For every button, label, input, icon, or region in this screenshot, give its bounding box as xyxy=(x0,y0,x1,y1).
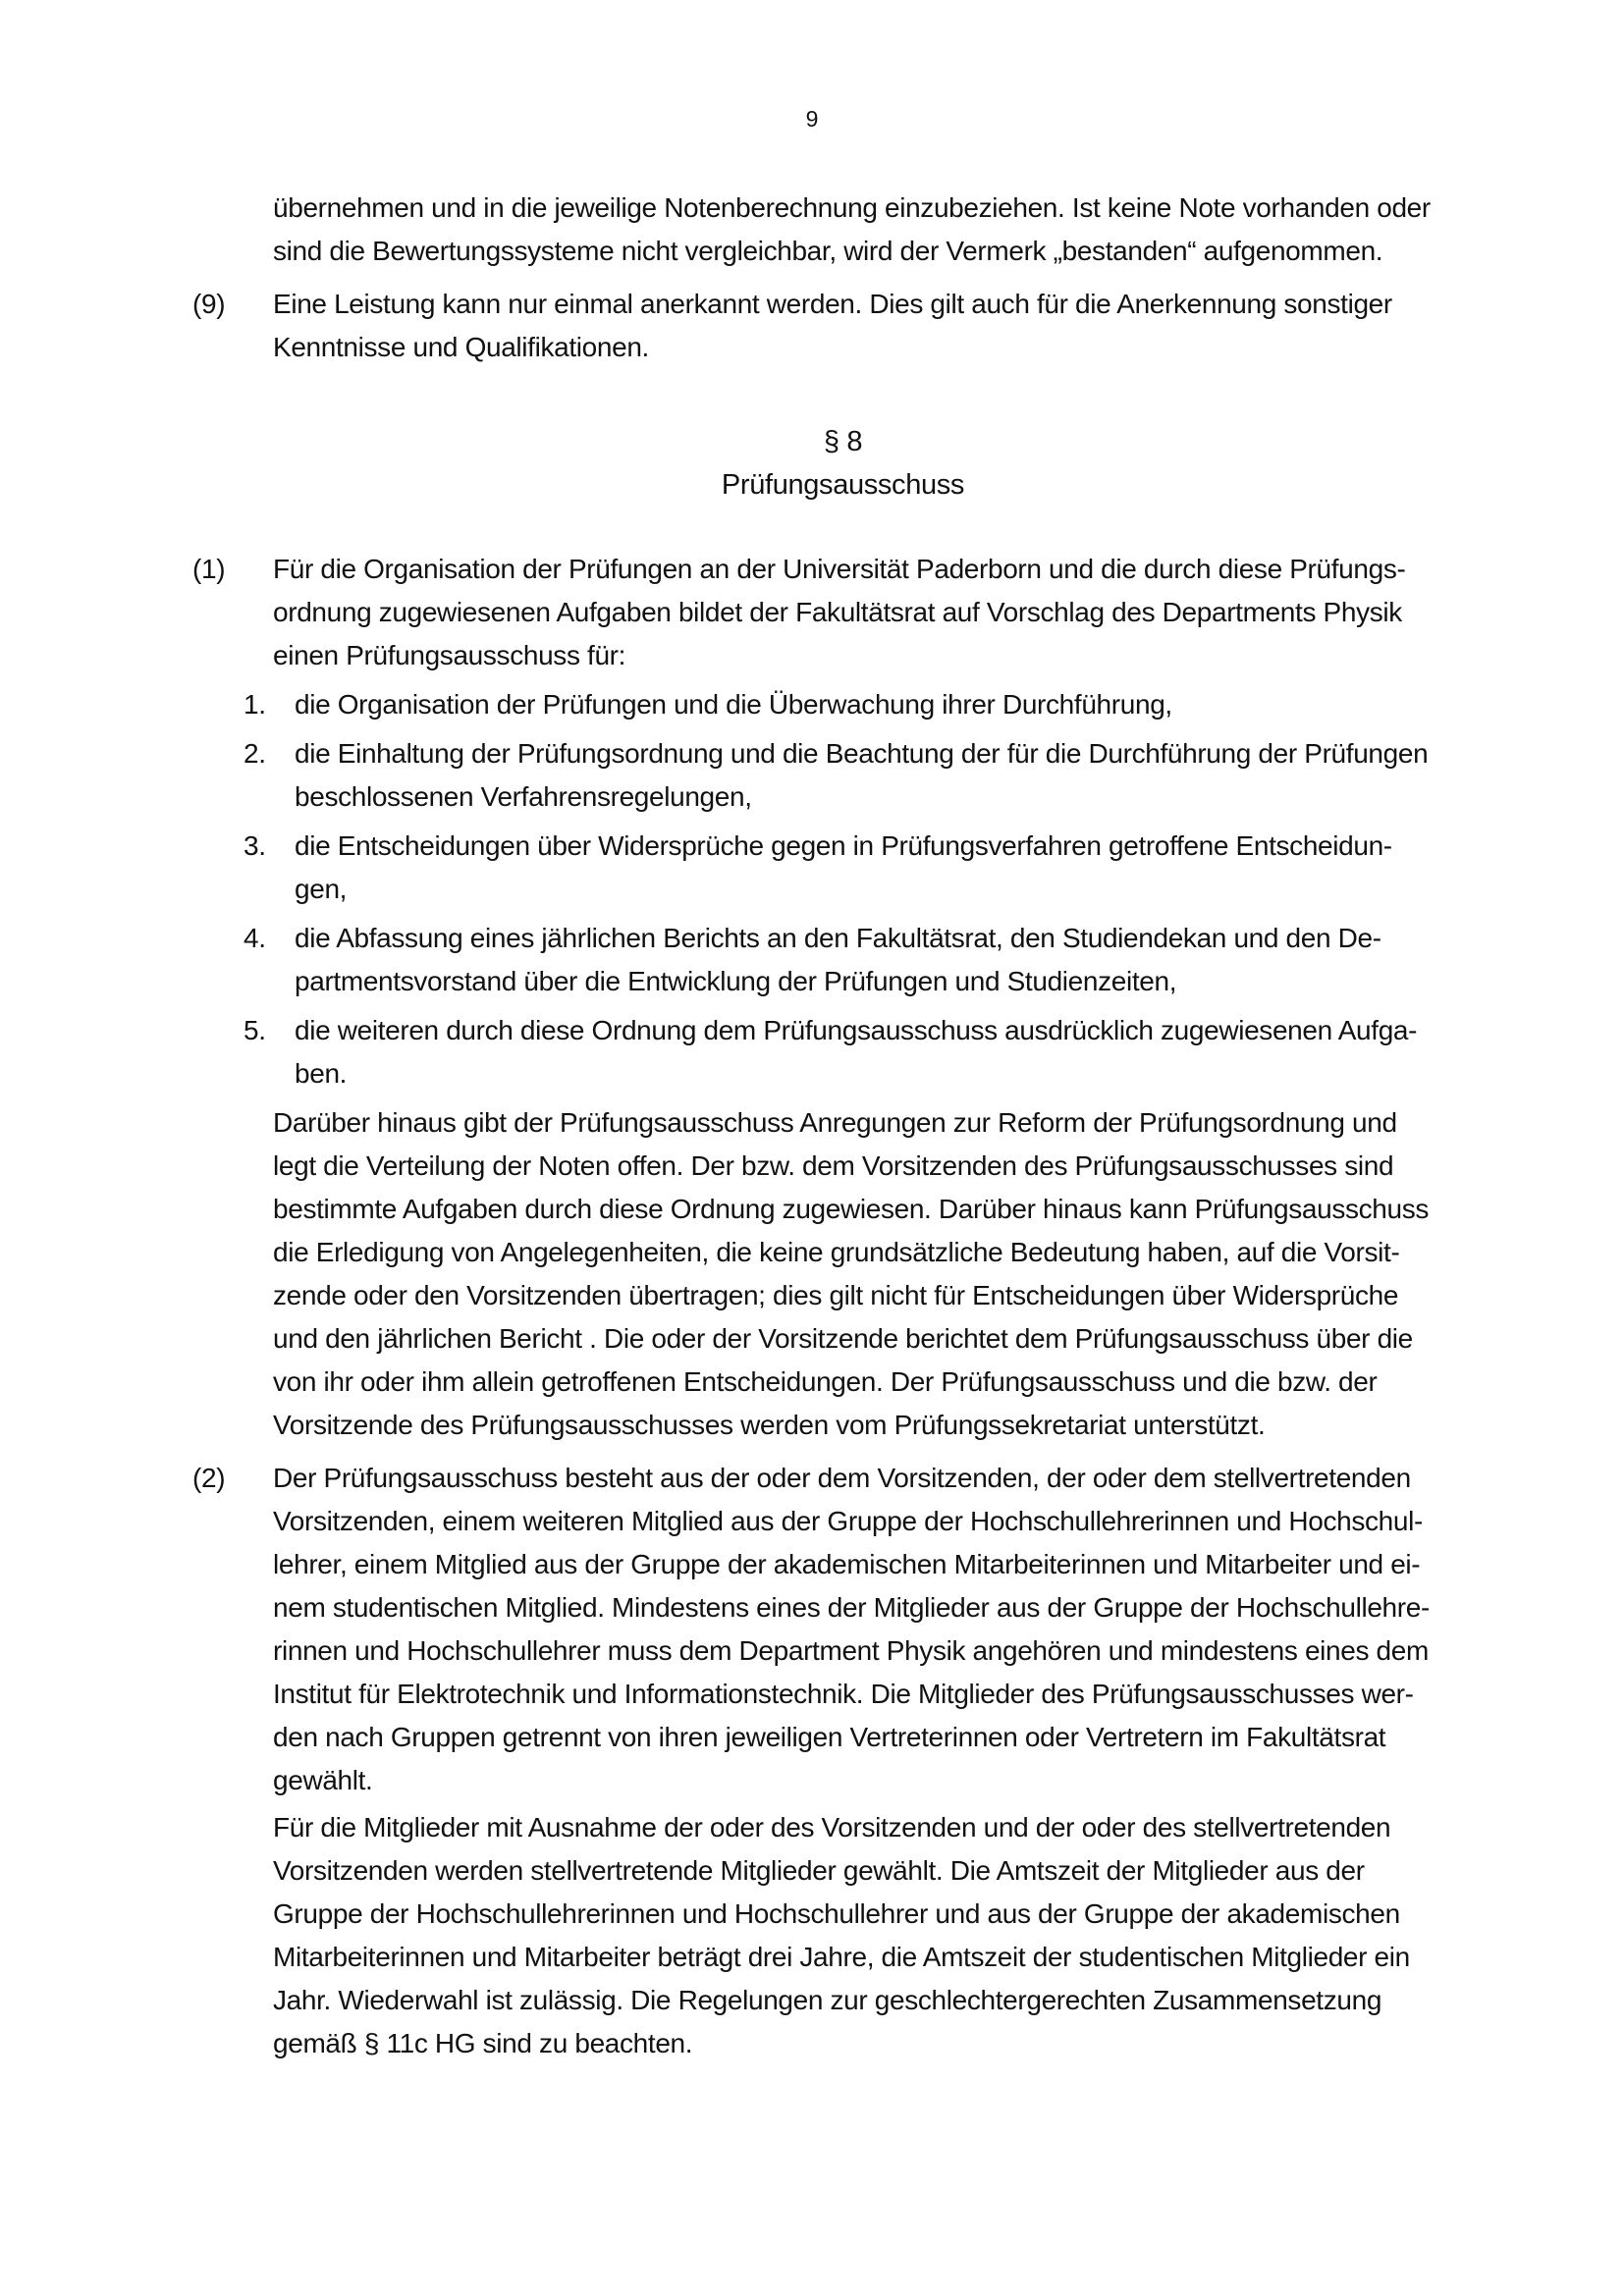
list-item xyxy=(192,1009,1439,1095)
text-line: Für die Mitglieder mit Ausnahme der oder des Vorsitzenden und der oder des stellvertretenden xyxy=(273,1812,1391,1842)
list-item xyxy=(192,683,1439,726)
text-line: von ihr oder ihm allein getroffenen Entscheidungen. Der Prüfungsausschuss und die bzw. der xyxy=(273,1366,1378,1397)
page-number: 9 xyxy=(805,106,819,132)
section-heading xyxy=(192,420,1439,507)
text-line: die Entscheidungen über Widersprüche gegen in Prüfungsverfahren getroffene Entscheidun- xyxy=(295,830,1392,861)
text-line: die Erledigung von Angelegenheiten, die keine grundsätzliche Bedeutung haben, auf die Vorsit- xyxy=(273,1237,1400,1267)
text-line: die weiteren durch diese Ordnung dem Prüfungsausschuss ausdrücklich zugewiesenen Aufga- xyxy=(295,1015,1418,1045)
paragraph-2 xyxy=(192,1457,1439,1802)
list-item xyxy=(192,917,1439,1003)
text-line: Mitarbeiterinnen und Mitarbeiter beträgt drei Jahre, die Amtszeit der studentischen Mitglieder ein xyxy=(273,1942,1410,1972)
list-item-number: 5. xyxy=(244,1015,266,1045)
text-line: zende oder den Vorsitzenden übertragen; dies gilt nicht für Entscheidungen über Widersprüche xyxy=(273,1280,1399,1310)
text-line: übernehmen und in die jeweilige Notenberechnung einzubeziehen. Ist keine Note vorhanden oder xyxy=(273,192,1431,223)
text-line: einen Prüfungsausschuss für: xyxy=(273,640,626,670)
list-item-number: 3. xyxy=(244,830,266,861)
text-line: Gruppe der Hochschullehrerinnen und Hochschullehrer und aus der Gruppe der akademischen xyxy=(273,1898,1400,1929)
text-line: die Organisation der Prüfungen und die Überwachung ihrer Durchführung, xyxy=(295,689,1172,720)
paragraph-1-followup xyxy=(192,1101,1439,1447)
text-line: Eine Leistung kann nur einmal anerkannt werden. Dies gilt auch für die Anerkennung sonstiger xyxy=(273,289,1392,319)
paragraph-9 xyxy=(192,283,1439,369)
text-line: ordnung zugewiesenen Aufgaben bildet der Fakultätsrat auf Vorschlag des Departments Physik xyxy=(273,597,1402,627)
text-line: die Abfassung eines jährlichen Berichts an den Fakultätsrat, den Studiendekan und den De- xyxy=(295,923,1381,953)
list-item xyxy=(192,825,1439,911)
text-line: den nach Gruppen getrennt von ihren jeweiligen Vertreterinnen oder Vertretern im Fakultätsrat xyxy=(273,1722,1386,1752)
text-line: gemäß § 11c HG sind zu beachten. xyxy=(273,2028,693,2058)
text-line: Vorsitzenden, einem weiteren Mitglied aus der Gruppe der Hochschullehrerinnen und Hochschul- xyxy=(273,1506,1423,1536)
text-line: bestimmte Aufgaben durch diese Ordnung zugewiesen. Darüber hinaus kann Prüfungsausschuss xyxy=(273,1194,1430,1224)
paragraph-8-continuation xyxy=(192,187,1439,273)
text-line: die Einhaltung der Prüfungsordnung und die Beachtung der für die Durchführung der Prüfungen xyxy=(295,738,1429,769)
text-line: Kenntnisse und Qualifikationen. xyxy=(273,332,649,362)
paragraph-number: (1) xyxy=(192,554,226,584)
list-item-number: 1. xyxy=(244,689,266,720)
paragraph-number: (9) xyxy=(192,289,226,319)
text-line: Darüber hinaus gibt der Prüfungsausschuss Anregungen zur Reform der Prüfungsordnung und xyxy=(273,1107,1397,1138)
paragraph-2-followup xyxy=(192,1806,1439,2065)
document-body xyxy=(192,187,1439,2075)
text-line: partmentsvorstand über die Entwicklung der Prüfungen und Studienzeiten, xyxy=(295,966,1177,996)
text-line: nem studentischen Mitglied. Mindestens eines der Mitglieder aus der Gruppe der Hochschullehre- xyxy=(273,1592,1430,1623)
text-line: ben. xyxy=(295,1058,348,1089)
text-line: und den jährlichen Bericht . Die oder der Vorsitzende berichtet dem Prüfungsausschuss über die xyxy=(273,1323,1413,1354)
text-line: Jahr. Wiederwahl ist zulässig. Die Regelungen zur geschlechtergerechten Zusammensetzung xyxy=(273,1985,1382,2015)
text-line: beschlossenen Verfahrensregelungen, xyxy=(295,781,752,812)
text-line: legt die Verteilung der Noten offen. Der bzw. dem Vorsitzenden des Prüfungsausschusses sind xyxy=(273,1150,1394,1181)
paragraph-1 xyxy=(192,548,1439,677)
text-line: Für die Organisation der Prüfungen an der Universität Paderborn und die durch diese Prüfungs- xyxy=(273,554,1406,584)
list-item-number: 2. xyxy=(244,738,266,769)
text-line: gewählt. xyxy=(273,1765,373,1795)
text-line: Der Prüfungsausschuss besteht aus der oder dem Vorsitzenden, der oder dem stellvertretenden xyxy=(273,1463,1411,1493)
task-list xyxy=(192,683,1439,1095)
list-item xyxy=(192,732,1439,819)
text-line: Vorsitzende des Prüfungsausschusses werden vom Prüfungssekretariat unterstützt. xyxy=(273,1410,1266,1440)
text-line: lehrer, einem Mitglied aus der Gruppe der akademischen Mitarbeiterinnen und Mitarbeiter und ei- xyxy=(273,1549,1421,1579)
text-line: Institut für Elektrotechnik und Informationstechnik. Die Mitglieder des Prüfungsausschusses wer- xyxy=(273,1679,1414,1709)
text-line: gen, xyxy=(295,874,348,904)
section-symbol: § 8 xyxy=(823,426,863,457)
list-item-number: 4. xyxy=(244,923,266,953)
paragraph-number: (2) xyxy=(192,1463,226,1493)
text-line: rinnen und Hochschullehrer muss dem Department Physik angehören und mindestens eines dem xyxy=(273,1635,1429,1666)
text-line: Vorsitzenden werden stellvertretende Mitglieder gewählt. Die Amtszeit der Mitglieder aus der xyxy=(273,1855,1365,1886)
section-title: Prüfungsausschuss xyxy=(721,469,965,501)
text-line: sind die Bewertungssysteme nicht vergleichbar, wird der Vermerk „bestanden“ aufgenommen. xyxy=(273,236,1383,266)
